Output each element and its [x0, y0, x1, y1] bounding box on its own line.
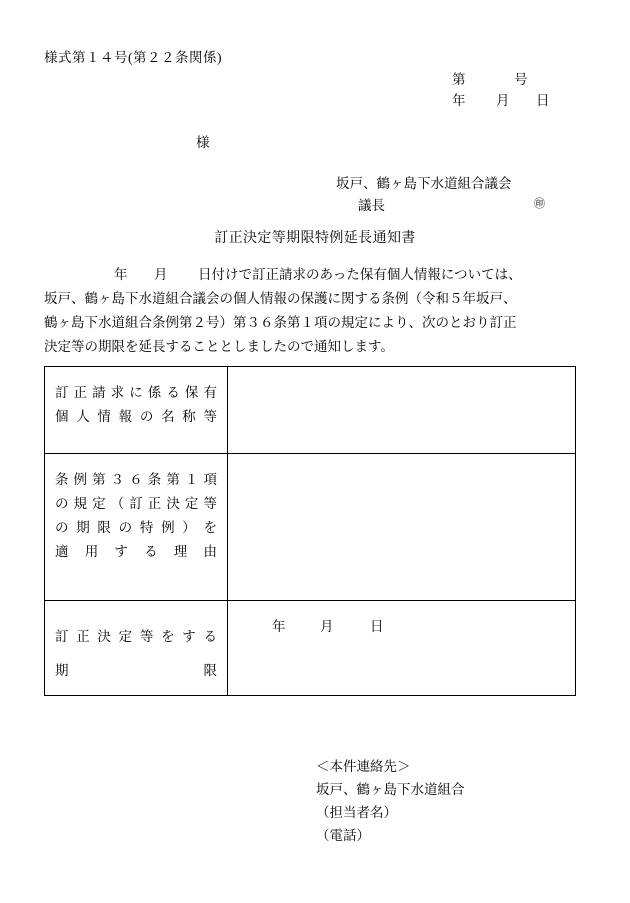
- issue-date-year: 年: [452, 93, 466, 108]
- issue-date-day: 日: [536, 93, 550, 108]
- contact-phone: （電話）: [316, 828, 370, 843]
- document-number-suffix: 号: [514, 72, 528, 87]
- request-date-year: 年: [114, 267, 128, 282]
- body-line-3: 鶴ヶ島下水道組合条例第２号）第３６条第１項の規定により、次のとおり訂正: [44, 315, 517, 330]
- row-label-line-1: 条例第３６条第１項: [55, 472, 217, 487]
- detail-table: [44, 366, 576, 696]
- table-row: [45, 601, 576, 696]
- row-label-deadline: [45, 601, 228, 696]
- seal-icon: ㊞: [534, 198, 545, 210]
- body-line-2: 坂戸、鶴ヶ島下水道組合議会の個人情報の保護に関する条例（令和５年坂戸、: [44, 291, 517, 306]
- form-number: 様式第１４号(第２２条関係): [44, 50, 222, 65]
- issuer-organization: 坂戸、鶴ヶ島下水道組合議会: [336, 176, 512, 191]
- body-paragraph: [44, 263, 586, 359]
- contact-block: [316, 755, 465, 847]
- deadline-month: 月: [320, 619, 334, 634]
- table-row: [45, 367, 576, 454]
- page-title: 訂正決定等期限特例延長通知書: [214, 231, 416, 246]
- table-row: [45, 454, 576, 601]
- contact-organization: 坂戸、鶴ヶ島下水道組合: [316, 782, 465, 797]
- row-label-line-1: 訂正決定等をする: [55, 629, 217, 644]
- issuer-title: 議長: [358, 198, 385, 213]
- row-value-deadline[interactable]: [228, 601, 576, 696]
- row-label-line-3: の期限の特例）を: [55, 520, 217, 535]
- contact-person: （担当者名）: [316, 805, 397, 820]
- deadline-year: 年: [272, 619, 286, 634]
- row-label-reason: [45, 454, 228, 601]
- body-line-4: 決定等の期限を延長することとしましたので通知します。: [44, 339, 394, 354]
- document-number-label: 第: [452, 72, 466, 87]
- row-label-line-2: 期限: [55, 663, 217, 678]
- issue-date-row: [452, 89, 550, 109]
- request-date-month: 月: [154, 267, 168, 282]
- addressee-honorific: 様: [196, 135, 210, 150]
- contact-heading: ＜本件連絡先＞: [316, 759, 411, 774]
- row-label-line-2: 個人情報の名称等: [55, 409, 217, 424]
- deadline-day: 日: [370, 619, 384, 634]
- row-label-line-2: の規定（訂正決定等: [55, 496, 217, 511]
- body-line-1: 日付けで訂正請求のあった保有個人情報については、: [198, 267, 522, 282]
- document-number-row: [452, 68, 528, 88]
- row-label-line-1: 訂正請求に係る保有: [55, 385, 217, 400]
- row-value-target-info[interactable]: [228, 367, 576, 454]
- row-value-reason[interactable]: [228, 454, 576, 601]
- row-label-target-info: [45, 367, 228, 454]
- row-label-line-4: 適用する理由: [55, 544, 217, 559]
- issue-date-month: 月: [496, 93, 510, 108]
